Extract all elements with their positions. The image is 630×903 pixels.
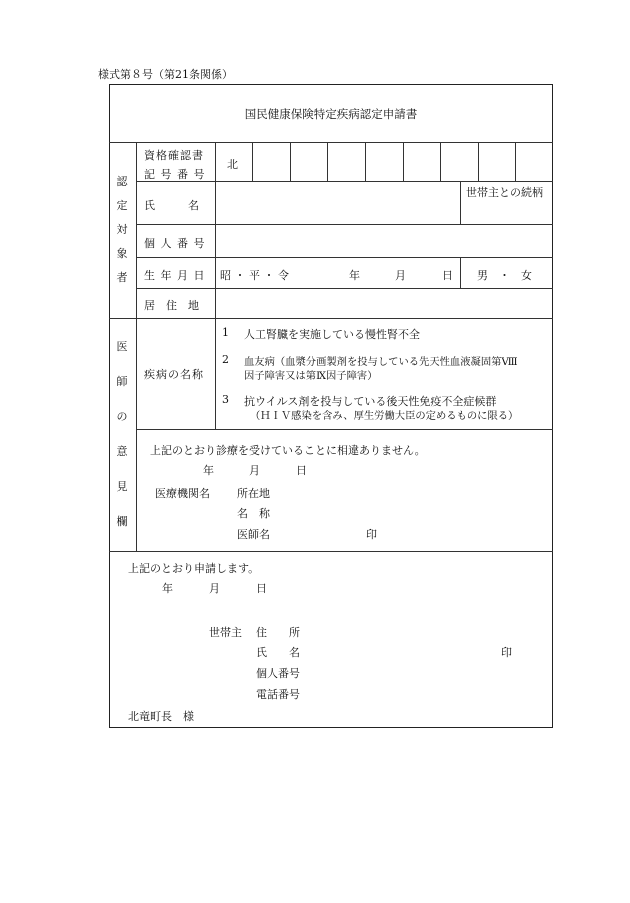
target-side-label-char: 象 [116, 247, 128, 260]
relation-line [460, 181, 461, 224]
location-label: 所在地 [237, 487, 270, 500]
qual-cell-line [403, 142, 404, 181]
applicant-phone-label: 電話番号 [256, 688, 300, 701]
householder-label: 世帯主 [209, 626, 242, 639]
apply-text: 上記のとおり申請します。 [128, 562, 260, 575]
qual-cell-line [515, 142, 516, 181]
birth-year: 年 [349, 269, 360, 282]
cert-month: 月 [249, 464, 260, 477]
applicant-seal: 印 [501, 646, 512, 659]
divider-target-end [109, 318, 553, 319]
target-side-label-char: 者 [116, 271, 128, 284]
birth-day: 日 [442, 269, 453, 282]
target-side-label-char: 対 [116, 223, 128, 236]
doctor-side-label-char: 見 [116, 480, 128, 493]
qual-cell-line [290, 142, 291, 181]
sex-line [460, 257, 461, 288]
divider-name [136, 224, 553, 225]
target-side-label-char: 認 [116, 175, 128, 188]
disease-num: 3 [222, 393, 229, 406]
divider-disease [136, 429, 553, 430]
disease-num: 1 [222, 326, 229, 339]
institution-name-label: 名 称 [237, 507, 270, 520]
divider-birth [136, 288, 553, 289]
applicant-address-label: 住 所 [256, 626, 300, 639]
apply-day: 日 [256, 582, 267, 595]
disease-text-cont: （ＨＩＶ感染を含み、厚生労働大臣の定めるものに限る） [250, 410, 519, 422]
disease-text: 人工腎臓を実施している慢性腎不全 [244, 328, 420, 341]
qual-cell-line [440, 142, 441, 181]
cert-day: 日 [296, 464, 307, 477]
personal-number-label: 個 人 番 号 [144, 237, 206, 250]
birth-era: 昭 ・ 平 ・ 令 [220, 269, 289, 282]
divider-personal [136, 257, 553, 258]
applicant-personal-number-label: 個人番号 [256, 667, 300, 680]
disease-text: 抗ウイルス剤を投与している後天性免疫不全症候群 [244, 395, 497, 408]
doctor-side-label-char: 欄 [116, 515, 128, 528]
institution-label: 医療機関名 [155, 487, 210, 500]
address-label: 居 住 地 [144, 299, 199, 312]
birth-label: 生 年 月 日 [144, 269, 206, 282]
form-title: 国民健康保険特定疾病認定申請書 [244, 107, 418, 121]
disease-text: 血友病（血漿分画製剤を投与している先天性血液凝固第Ⅷ [244, 356, 518, 368]
doctor-side-label-char: の [116, 410, 128, 423]
applicant-name-label: 氏 名 [256, 646, 300, 659]
relation-label: 世帯主との続柄 [466, 186, 543, 199]
doctor-seal: 印 [366, 528, 377, 541]
doctor-side-label-char: 意 [116, 445, 128, 458]
apply-month: 月 [209, 582, 220, 595]
label-column-line [215, 142, 216, 429]
sex-choice: 男 ・ 女 [477, 269, 532, 282]
cert-year: 年 [203, 464, 214, 477]
divider-doctor-end [109, 551, 553, 552]
qual-cell-line [478, 142, 479, 181]
qual-prefix: 北 [227, 158, 238, 171]
disease-num: 2 [222, 353, 229, 366]
disease-label: 疾病の名称 [144, 368, 204, 381]
qual-label-line1: 資格確認書 [144, 149, 204, 162]
side-column-line [136, 142, 137, 551]
target-side-label-char: 定 [116, 199, 128, 212]
qual-label-line2: 記 号 番 号 [144, 168, 206, 181]
qual-cell-line [365, 142, 366, 181]
addressee: 北竜町長 様 [128, 710, 194, 723]
divider-title [109, 142, 553, 143]
qual-cell-line [252, 142, 253, 181]
doctor-side-label-char: 医 [116, 340, 128, 353]
form-id: 様式第８号（第21条関係） [98, 68, 233, 81]
disease-text-cont: 因子障害又は第Ⅸ因子障害） [244, 370, 378, 382]
apply-year: 年 [162, 582, 173, 595]
qual-cell-line [327, 142, 328, 181]
name-label: 氏 名 [144, 199, 199, 212]
doctor-side-label-char: 師 [116, 375, 128, 388]
birth-month: 月 [395, 269, 406, 282]
certify-text: 上記のとおり診療を受けていることに相違ありません。 [150, 444, 426, 457]
doctor-name-label: 医師名 [237, 528, 270, 541]
